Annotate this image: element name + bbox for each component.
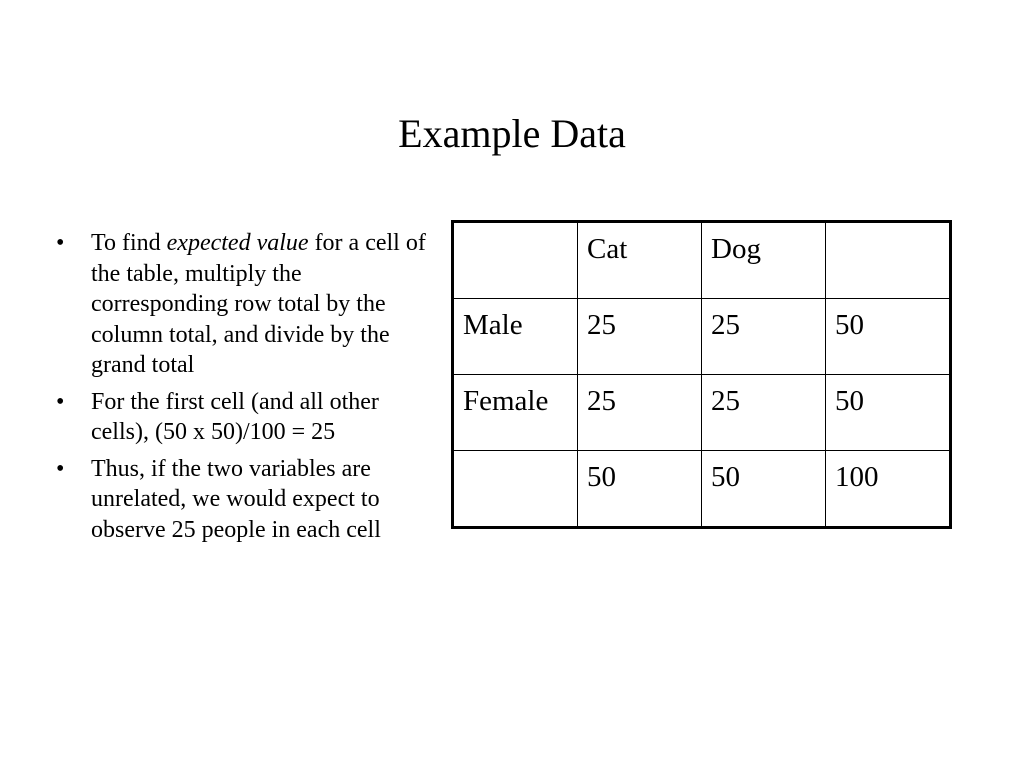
bullet-text-suffix: for a cell of the table, multiply the corresponding row total by the column total, and divide by the grand total [91, 230, 426, 378]
bullet-icon: • [56, 388, 65, 415]
table-row-label: Female [453, 375, 578, 451]
bullet-item [56, 387, 436, 448]
table-cell: 25 [702, 299, 826, 375]
table-cell [453, 222, 578, 299]
bullet-text: Thus, if the two variables are unrelated, we would expect to observe 25 people in each cell [91, 455, 381, 543]
table-total-cell: 50 [578, 451, 702, 528]
table-cell: 50 [826, 299, 951, 375]
table-cell: 25 [578, 375, 702, 451]
bullet-text-emphasis: expected value [166, 230, 309, 256]
table-cell: 25 [702, 375, 826, 451]
table-cell: 25 [578, 299, 702, 375]
table-row-label: Male [453, 299, 578, 375]
bullet-list [56, 228, 436, 551]
bullet-text-prefix: To find [91, 230, 167, 256]
table-row [453, 375, 951, 451]
bullet-icon: • [56, 455, 65, 482]
table-row [453, 299, 951, 375]
table-total-cell: 50 [702, 451, 826, 528]
table-cell [826, 222, 951, 299]
bullet-item [56, 454, 436, 546]
table-grand-total-cell: 100 [826, 451, 951, 528]
table-total-row [453, 451, 951, 528]
table-cell [453, 451, 578, 528]
contingency-table [451, 220, 952, 529]
bullet-item [56, 228, 436, 381]
table-cell: 50 [826, 375, 951, 451]
bullet-text: For the first cell (and all other cells), (50 x 50)/100 = 25 [91, 388, 379, 445]
slide-title: Example Data [398, 111, 626, 156]
table-header-cell: Cat [578, 222, 702, 299]
table-header-cell: Dog [702, 222, 826, 299]
table-header-row [453, 222, 951, 299]
bullet-icon: • [56, 230, 65, 256]
